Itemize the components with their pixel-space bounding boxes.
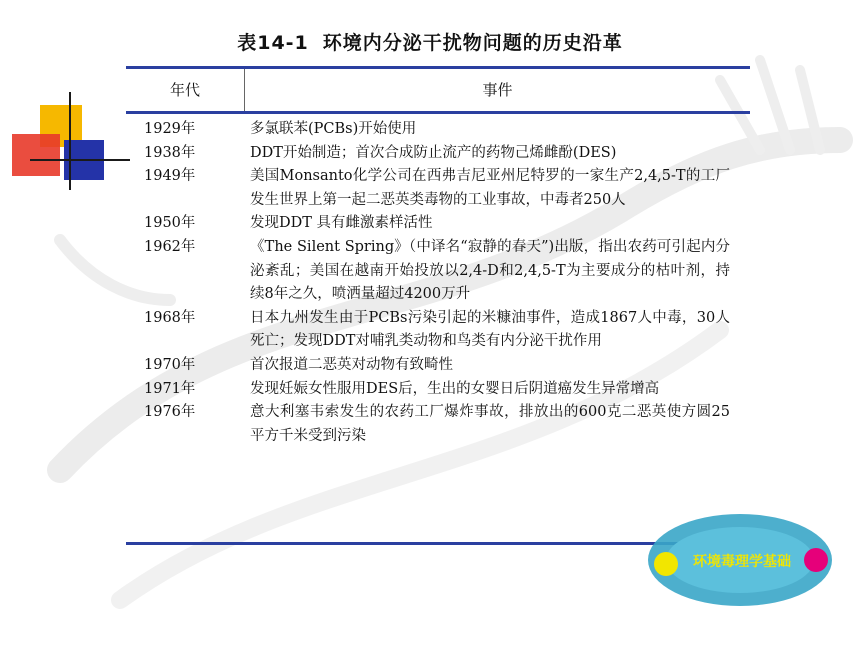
history-table [126, 66, 750, 545]
row-event: 意大利塞韦索发生的农药工厂爆炸事故，排放出的600克二恶英使方圆25平方千米受到污染 [250, 404, 730, 444]
row-year: 1938年 [144, 144, 196, 161]
row-event: 发现DDT 具有雌激素样活性 [250, 215, 433, 232]
row-event: 发现妊娠女性服用DES后，生出的女婴日后阴道癌发生异常增高 [250, 380, 660, 397]
header-year: 年代 [169, 81, 200, 99]
table-body [126, 118, 750, 448]
table-title [0, 28, 860, 55]
table-row [126, 142, 750, 166]
table-row [126, 354, 750, 378]
row-year: 1976年 [144, 404, 196, 421]
table-row [126, 401, 750, 448]
header-bottom-rule [126, 111, 750, 114]
course-logo [640, 508, 836, 608]
row-event: 《The Silent Spring》（中译名“寂静的春天”)出版，指出农药可引起内分泌紊乱；美国在越南开始投放以2,4-D和2,4,5-T为主要成分的枯叶剂，持续8年之久，喷洒量超过4200万升 [250, 238, 730, 303]
row-year: 1971年 [144, 380, 196, 397]
row-year: 1968年 [144, 309, 196, 326]
row-event: 多氯联苯(PCBs)开始使用 [250, 121, 417, 137]
row-year: 1929年 [144, 121, 196, 137]
table-row [126, 378, 750, 402]
table-row [126, 165, 750, 212]
row-year: 1962年 [144, 238, 196, 255]
table-row [126, 212, 750, 236]
logo-text: 环境毒理学基础 [693, 554, 791, 570]
header-event: 事件 [482, 81, 513, 99]
table-row [126, 118, 750, 142]
table-title-text: 环境内分泌干扰物问题的历史沿革 [322, 32, 623, 54]
table-row [126, 236, 750, 307]
row-year: 1950年 [144, 215, 196, 232]
table-top-rule [126, 66, 750, 69]
row-year: 1949年 [144, 168, 196, 185]
table-number: 表14-1 [237, 32, 309, 54]
row-event: 日本九州发生由于PCBs污染引起的米糠油事件，造成1867人中毒，30人死亡；发现DDT对哺乳类动物和鸟类有内分泌干扰作用 [250, 309, 730, 350]
table-row [126, 307, 750, 354]
row-event: 首次报道二恶英对动物有致畸性 [250, 356, 453, 373]
row-event: 美国Monsanto化学公司在西弗吉尼亚州尼特罗的一家生产2,4,5-T的工厂发生世界上第一起二恶英类毒物的工业事故，中毒者250人 [250, 168, 730, 208]
row-year: 1970年 [144, 356, 196, 373]
row-event: DDT开始制造；首次合成防止流产的药物己烯雌酚(DES) [250, 144, 617, 161]
